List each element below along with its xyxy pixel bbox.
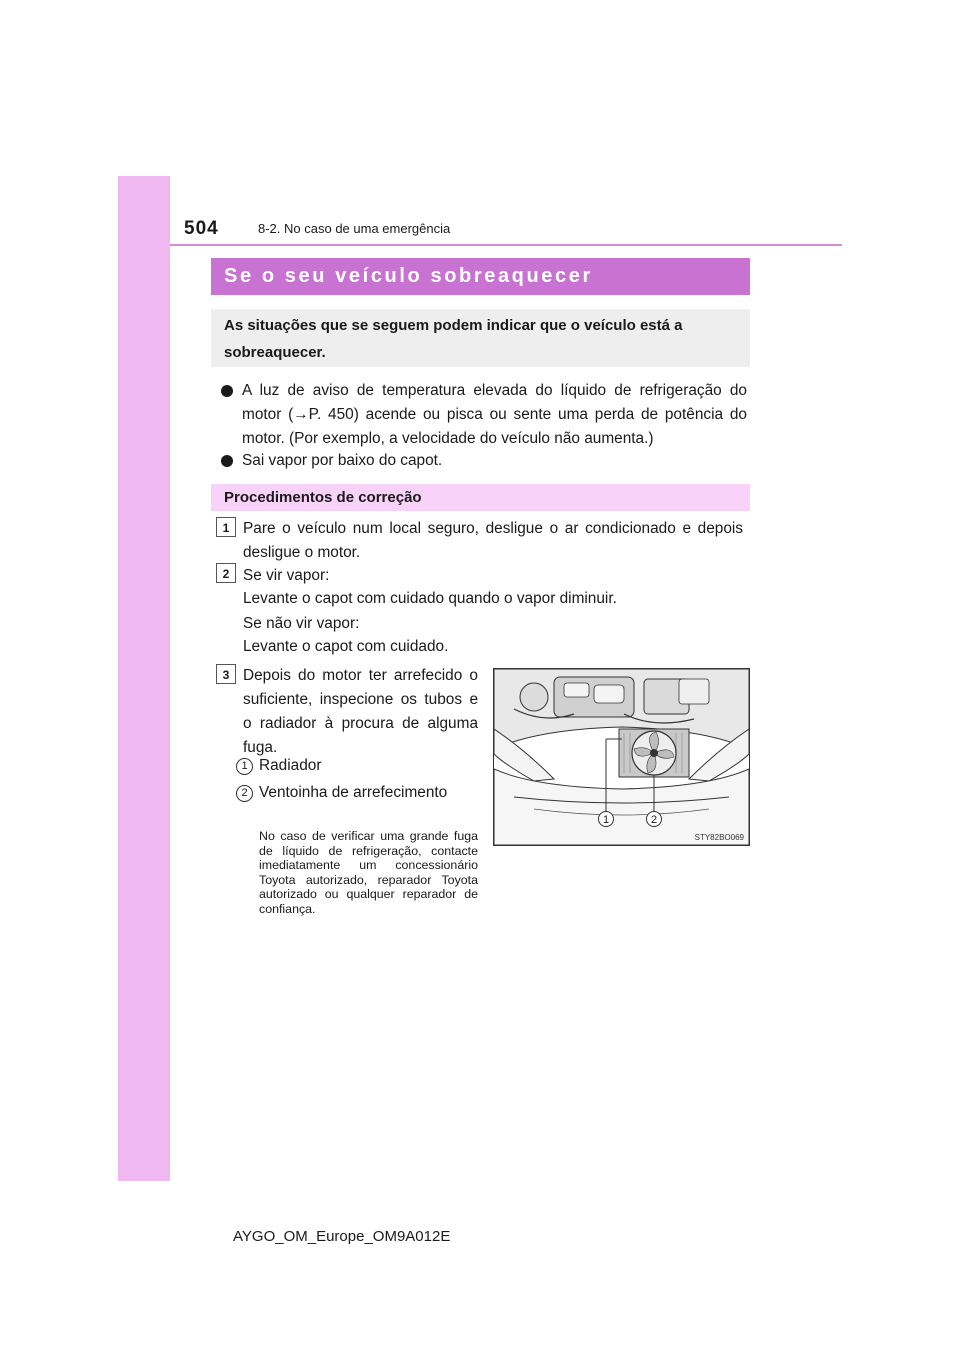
legend-label-radiator: Radiador (259, 757, 322, 774)
legend-number-2: 2 (236, 785, 253, 802)
section-title: 8-2. No caso de uma emergência (258, 221, 451, 236)
step-2-line: Se não vir vapor: (243, 615, 360, 632)
main-title: Se o seu veículo sobreaquecer (211, 258, 750, 295)
figure-callout-1: 1 (602, 814, 610, 826)
bullet-dot-icon (221, 385, 233, 397)
header-rule (170, 244, 842, 246)
step-2-line: Levante o capot com cuidado quando o vapor diminuir. (243, 590, 617, 607)
step-1-text: Pare o veículo num local seguro, desligue o ar condicionado e depois desligue o motor. (243, 520, 743, 561)
engine-bay-figure (493, 668, 750, 846)
footer-doc-code: AYGO_OM_Europe_OM9A012E (233, 1228, 451, 1245)
legend-label-fan: Ventoinha de arrefecimento (259, 784, 448, 801)
step-number: 1 (216, 517, 236, 537)
step-2-line: Se vir vapor: (243, 567, 330, 584)
step-number: 2 (216, 563, 236, 583)
step-2-line: Levante o capot com cuidado. (243, 638, 449, 655)
figure-code: STY82BO069 (694, 833, 744, 842)
bullet-text: Sai vapor por baixo do capot. (242, 452, 443, 469)
sidebar-tab (118, 176, 170, 1181)
bullet-text: A luz de aviso de temperatura elevada do líquido de refrigeração do motor (→P. 450) acende ou pisca ou sente uma perda de potência do motor. (Por exemplo, a velocidade do veículo não aumenta.) (242, 382, 747, 447)
intro-box: As situações que se seguem podem indicar que o veículo está a sobreaquecer. (211, 309, 750, 367)
figure-callout-2: 2 (650, 814, 658, 826)
page-number: 504 (184, 218, 219, 239)
legend-number-1: 1 (236, 758, 253, 775)
engine-bay-illustration (494, 669, 749, 845)
note-text: No caso de verificar uma grande fuga de líquido de refrigeração, contacte imediatamente um concessionário Toyota autorizado, reparador Toyota autorizado ou qualquer reparador de confiança. (259, 829, 478, 916)
procedures-heading: Procedimentos de correção (211, 484, 750, 511)
step-3-text: Depois do motor ter arrefecido o suficiente, inspecione os tubos e o radiador à procura de alguma fuga. (243, 667, 478, 756)
bullet-dot-icon (221, 455, 233, 467)
step-number: 3 (216, 664, 236, 684)
